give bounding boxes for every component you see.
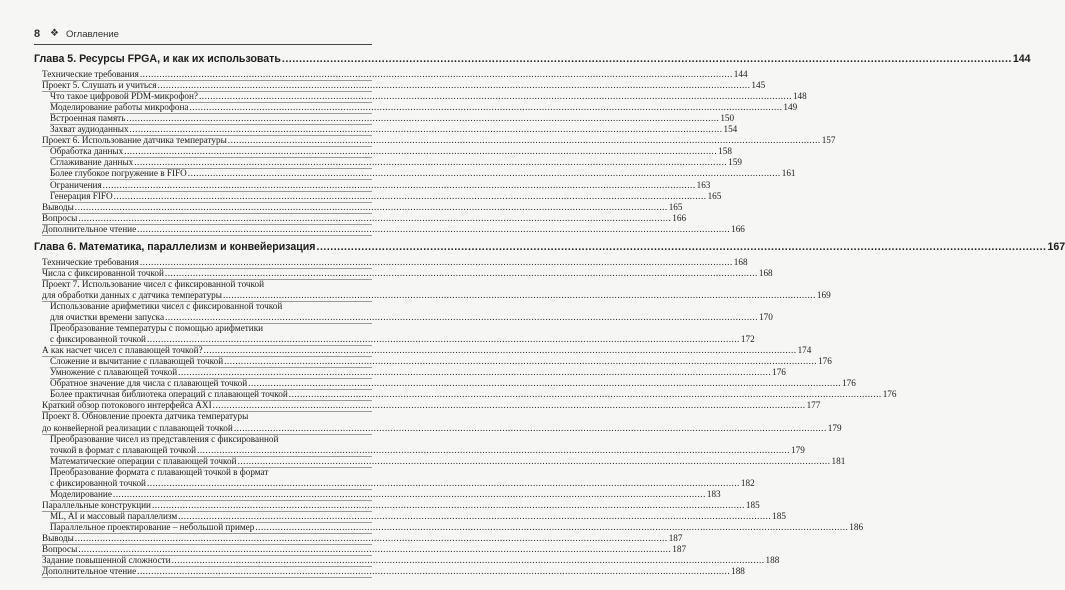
running-title: Оглавление — [66, 29, 119, 40]
toc-entry-title: А как насчет чисел с плавающей точкой? — [42, 345, 203, 356]
toc-chapter-entry — [34, 240, 1065, 254]
toc-entry — [42, 223, 745, 236]
toc-page-number: 157 — [821, 135, 836, 146]
toc-page-number: 159 — [728, 157, 742, 168]
toc-page-number: 165 — [668, 201, 683, 212]
toc-entry-title: Технические требования — [42, 256, 139, 267]
toc-entry-title: с фиксированной точкой — [50, 477, 146, 488]
toc-page-number: 186 — [849, 521, 864, 532]
toc-entry-title: Обработка данных — [50, 146, 124, 157]
toc-entry-title: Выводы — [42, 533, 74, 543]
toc-entry-title: Использование арифметики чисел с фиксированной точкой — [50, 300, 283, 311]
toc-page-number: 148 — [792, 91, 807, 102]
toc-entry-title: Ограничения — [50, 179, 102, 190]
toc-page-number: 185 — [772, 510, 786, 521]
toc-entry-title: Дополнительное чтение — [42, 223, 137, 234]
toc-entry-title: Выводы — [42, 201, 74, 212]
toc-page-number: 174 — [797, 345, 812, 356]
toc-page-number: 170 — [759, 312, 773, 322]
toc-entry-title: для обработки данных с датчика температуры — [42, 289, 222, 300]
toc-entry-title: Дополнительное чтение — [42, 566, 137, 577]
toc-entry-title: Параллельное проектирование – небольшой пример — [50, 521, 255, 532]
toc-page-number: 179 — [791, 444, 805, 455]
toc-entry-title: Захват аудиоданных — [50, 124, 129, 135]
header-rule — [34, 44, 372, 45]
toc-leader-dots — [317, 240, 1047, 254]
toc-page-number: 161 — [781, 168, 796, 179]
toc-page-number: 169 — [816, 289, 831, 300]
toc-page-number: 183 — [706, 488, 721, 499]
toc-entry-title: Глава 6. Математика, параллелизм и конвейеризация — [34, 240, 316, 253]
toc-entry-title: Проект 8. Обновление проекта датчика температуры — [42, 411, 249, 422]
toc-page-number: 166 — [731, 223, 745, 234]
toc-leader-dots — [137, 223, 730, 235]
toc-page-number: 176 — [882, 389, 897, 400]
page-header — [34, 26, 372, 44]
toc-page-number: 176 — [818, 356, 832, 367]
toc-entry-title: точкой в формат с плавающей точкой — [50, 444, 197, 455]
toc-entry-title: Проект 5. Слушать и учиться — [42, 80, 157, 91]
toc-entry-title: Преобразование чисел из представления с фиксированной — [50, 433, 279, 444]
toc-page-number: 187 — [668, 533, 683, 543]
toc-entry-title: Сглаживание данных — [50, 157, 134, 168]
toc-page-number: 176 — [772, 367, 786, 378]
toc-entry-title: Сложение и вычитание с плавающей точкой — [50, 356, 224, 367]
diamond-icon: ❖ — [50, 28, 59, 39]
toc-entry — [42, 565, 745, 578]
toc-page-number: 168 — [758, 267, 773, 278]
toc-entry-title: Параллельные конструкции — [42, 499, 151, 510]
toc-entry-title: Умножение с плавающей точкой — [50, 367, 178, 378]
toc-page-number: 168 — [733, 256, 748, 267]
toc-chapter-entry — [34, 52, 1031, 66]
toc-page-number: 167 — [1047, 240, 1065, 253]
toc-page-number: 150 — [720, 113, 735, 124]
toc-entry-title: Более практичная библиотека операций с плавающей точкой — [50, 389, 288, 400]
toc-entry-title: Проект 6. Использование датчика температуры — [42, 135, 227, 146]
toc-page-number: 187 — [672, 544, 687, 555]
toc-page-number: 149 — [783, 102, 798, 113]
toc-page-number: 163 — [696, 179, 711, 190]
toc-entry-title: Моделирование работы микрофона — [50, 102, 189, 113]
toc-page-number: 166 — [672, 212, 687, 223]
toc-entry-title: Вопросы — [42, 212, 78, 223]
toc-entry-title: Преобразование температуры с помощью арифметики — [50, 323, 264, 334]
toc-entry-title: Генерация FIFO — [50, 190, 113, 201]
toc-entry-title: Встроенная память — [50, 113, 126, 124]
toc-entry-title: Вопросы — [42, 544, 78, 555]
toc-entry-title: Технические требования — [42, 69, 139, 79]
toc-page-number: 165 — [707, 190, 722, 201]
toc-page-number: 181 — [831, 455, 846, 466]
toc-page-number: 145 — [751, 80, 766, 91]
toc-entry-title: с фиксированной точкой — [50, 334, 146, 345]
toc-entry-title: Краткий обзор потокового интерфейса AXI — [42, 400, 212, 411]
toc-page-number: 144 — [733, 69, 748, 79]
toc-page-number: 185 — [745, 499, 760, 510]
toc-entry-title: Проект 7. Использование чисел с фиксированной точкой — [42, 278, 265, 289]
toc-entry-title: ML, AI и массовый параллелизм — [50, 510, 178, 521]
toc-entry-title: Преобразование формата с плавающей точкой в формат — [50, 466, 269, 477]
toc-leader-dots — [137, 565, 730, 577]
toc-page-number: 182 — [740, 477, 755, 488]
page-number: 8 — [34, 28, 41, 40]
toc-page-number: 144 — [1012, 53, 1031, 65]
toc-page-number: 188 — [731, 566, 745, 577]
toc-entry-title: Задание повышенной сложности — [42, 555, 171, 566]
toc-leader-dots — [282, 52, 1012, 66]
toc-page-number: 154 — [723, 124, 738, 135]
toc-page-number: 179 — [827, 422, 842, 433]
toc-entry-title: Обратное значение для числа с плавающей точкой — [50, 378, 248, 389]
toc-page-number: 158 — [718, 146, 732, 157]
toc-page-number: 177 — [806, 400, 821, 411]
toc-entry-title: Числа с фиксированной точкой — [42, 267, 164, 278]
toc-entry-title: Моделирование — [50, 488, 112, 499]
toc-page-number: 172 — [740, 334, 755, 345]
toc-entry-title: для очистки времени запуска — [50, 312, 165, 322]
toc-entry-title: до конвейерной реализации с плавающей точкой — [42, 422, 233, 433]
toc-entry-title: Что такое цифровой PDM-микрофон? — [50, 91, 198, 102]
toc-entry-title: Математические операции с плавающей точкой — [50, 455, 237, 466]
toc-page-number: 176 — [842, 378, 856, 389]
toc-entry-title: Глава 5. Ресурсы FPGA, и как их использовать — [34, 53, 281, 65]
toc-entry-title: Более глубокое погружение в FIFO — [50, 168, 187, 179]
toc-page-number: 188 — [765, 555, 780, 566]
